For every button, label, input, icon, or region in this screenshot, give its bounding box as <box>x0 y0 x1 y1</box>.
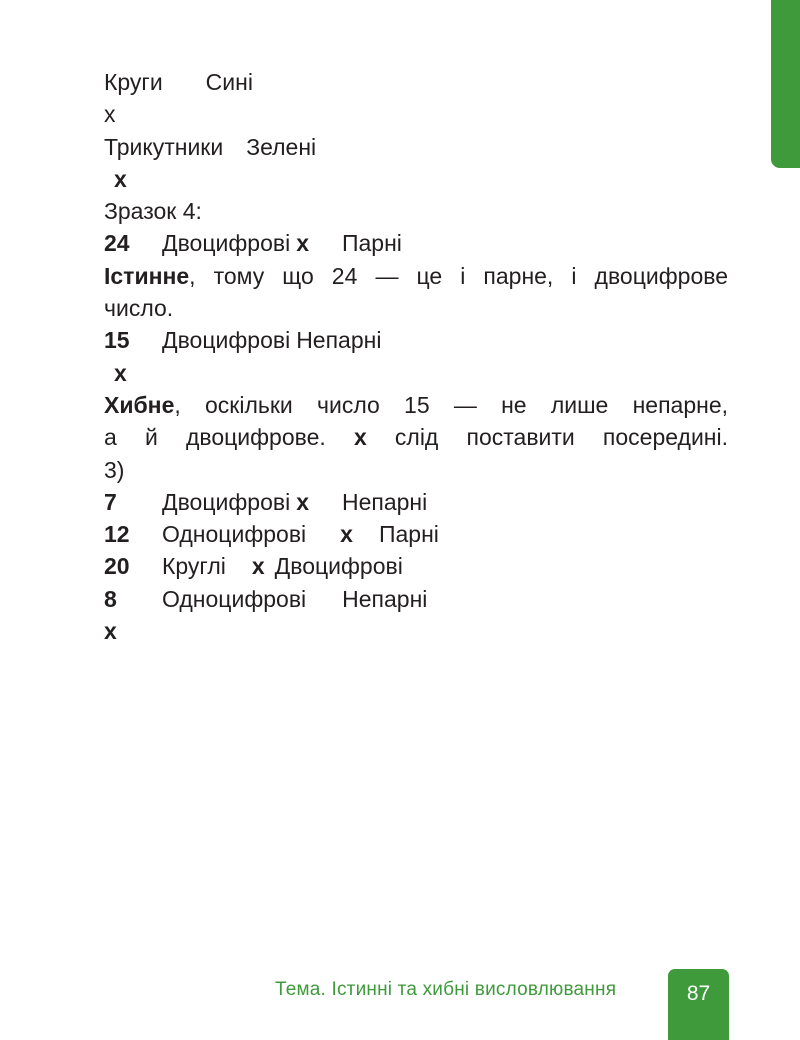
number-label: 20 <box>104 553 130 580</box>
text-line <box>104 227 728 259</box>
text-fragment: Зразок 4: <box>104 198 202 225</box>
mark-x: х <box>353 424 367 451</box>
number-label: 24 <box>104 230 130 257</box>
text-line <box>104 260 728 292</box>
text-fragment: Двоцифрові <box>274 553 403 580</box>
text-line <box>104 550 728 582</box>
page-content <box>104 66 728 647</box>
page-number: 87 <box>668 969 729 1040</box>
text-line <box>104 389 728 421</box>
text-line <box>104 357 728 389</box>
text-fragment: Парні <box>341 230 402 257</box>
mark-x: х <box>340 521 353 548</box>
text-fragment: Зелені <box>246 133 317 160</box>
number-label: 8 <box>104 585 117 612</box>
text-line <box>104 421 728 453</box>
chapter-tab <box>771 0 800 168</box>
text-fragment: число. <box>104 295 174 322</box>
text-line <box>104 518 728 550</box>
text-fragment: Непарні <box>341 488 428 515</box>
text-line <box>104 454 728 486</box>
paragraph <box>104 260 728 292</box>
text-line <box>104 195 728 227</box>
text-fragment: Непарні <box>296 327 382 354</box>
text-line <box>104 324 728 356</box>
footer-topic: Тема. Істинні та хибні висловлювання <box>275 979 617 1000</box>
text-fragment: , оскільки число 15 — не лише непарне, <box>174 391 728 418</box>
text-fragment: Трикутники <box>104 133 224 160</box>
text-fragment: Круги <box>104 69 163 95</box>
text-line <box>104 292 728 324</box>
text-fragment: а й двоцифрове. <box>104 424 326 451</box>
mark-x: х <box>296 488 309 515</box>
number-label: 15 <box>104 327 130 354</box>
number-label: 7 <box>104 488 117 515</box>
text-line <box>104 615 728 647</box>
text-fragment: Одноцифрові <box>162 521 307 548</box>
text-fragment: Одноцифрові <box>162 585 307 612</box>
text-line <box>104 66 728 98</box>
text-line <box>104 131 728 163</box>
text-line <box>104 583 728 615</box>
text-fragment: х <box>104 101 116 128</box>
paragraph <box>104 389 728 454</box>
bold-term: Хибне <box>104 391 175 418</box>
text-fragment: , тому що 24 — це і парне, і двоцифрове <box>189 262 728 289</box>
text-fragment: слід поставити посередині. <box>394 424 729 451</box>
text-fragment: Парні <box>378 521 439 548</box>
text-line <box>104 163 728 195</box>
text-fragment: Сині <box>205 69 253 95</box>
text-fragment: Круглі <box>162 553 226 580</box>
bold-term: Істинне <box>104 262 190 289</box>
text-fragment: Двоцифрові <box>162 230 291 257</box>
text-line <box>104 98 728 130</box>
mark-x: х <box>114 359 127 386</box>
mark-x: х <box>296 230 309 257</box>
text-fragment: Двоцифрові <box>162 327 291 354</box>
text-fragment: х <box>114 165 127 192</box>
text-fragment: Непарні <box>342 585 428 612</box>
number-label: 12 <box>104 521 130 548</box>
text-line <box>104 486 728 518</box>
text-fragment: Двоцифрові <box>162 488 291 515</box>
text-fragment: 3) <box>104 456 125 483</box>
mark-x: х <box>251 553 265 580</box>
mark-x: х <box>104 618 117 645</box>
